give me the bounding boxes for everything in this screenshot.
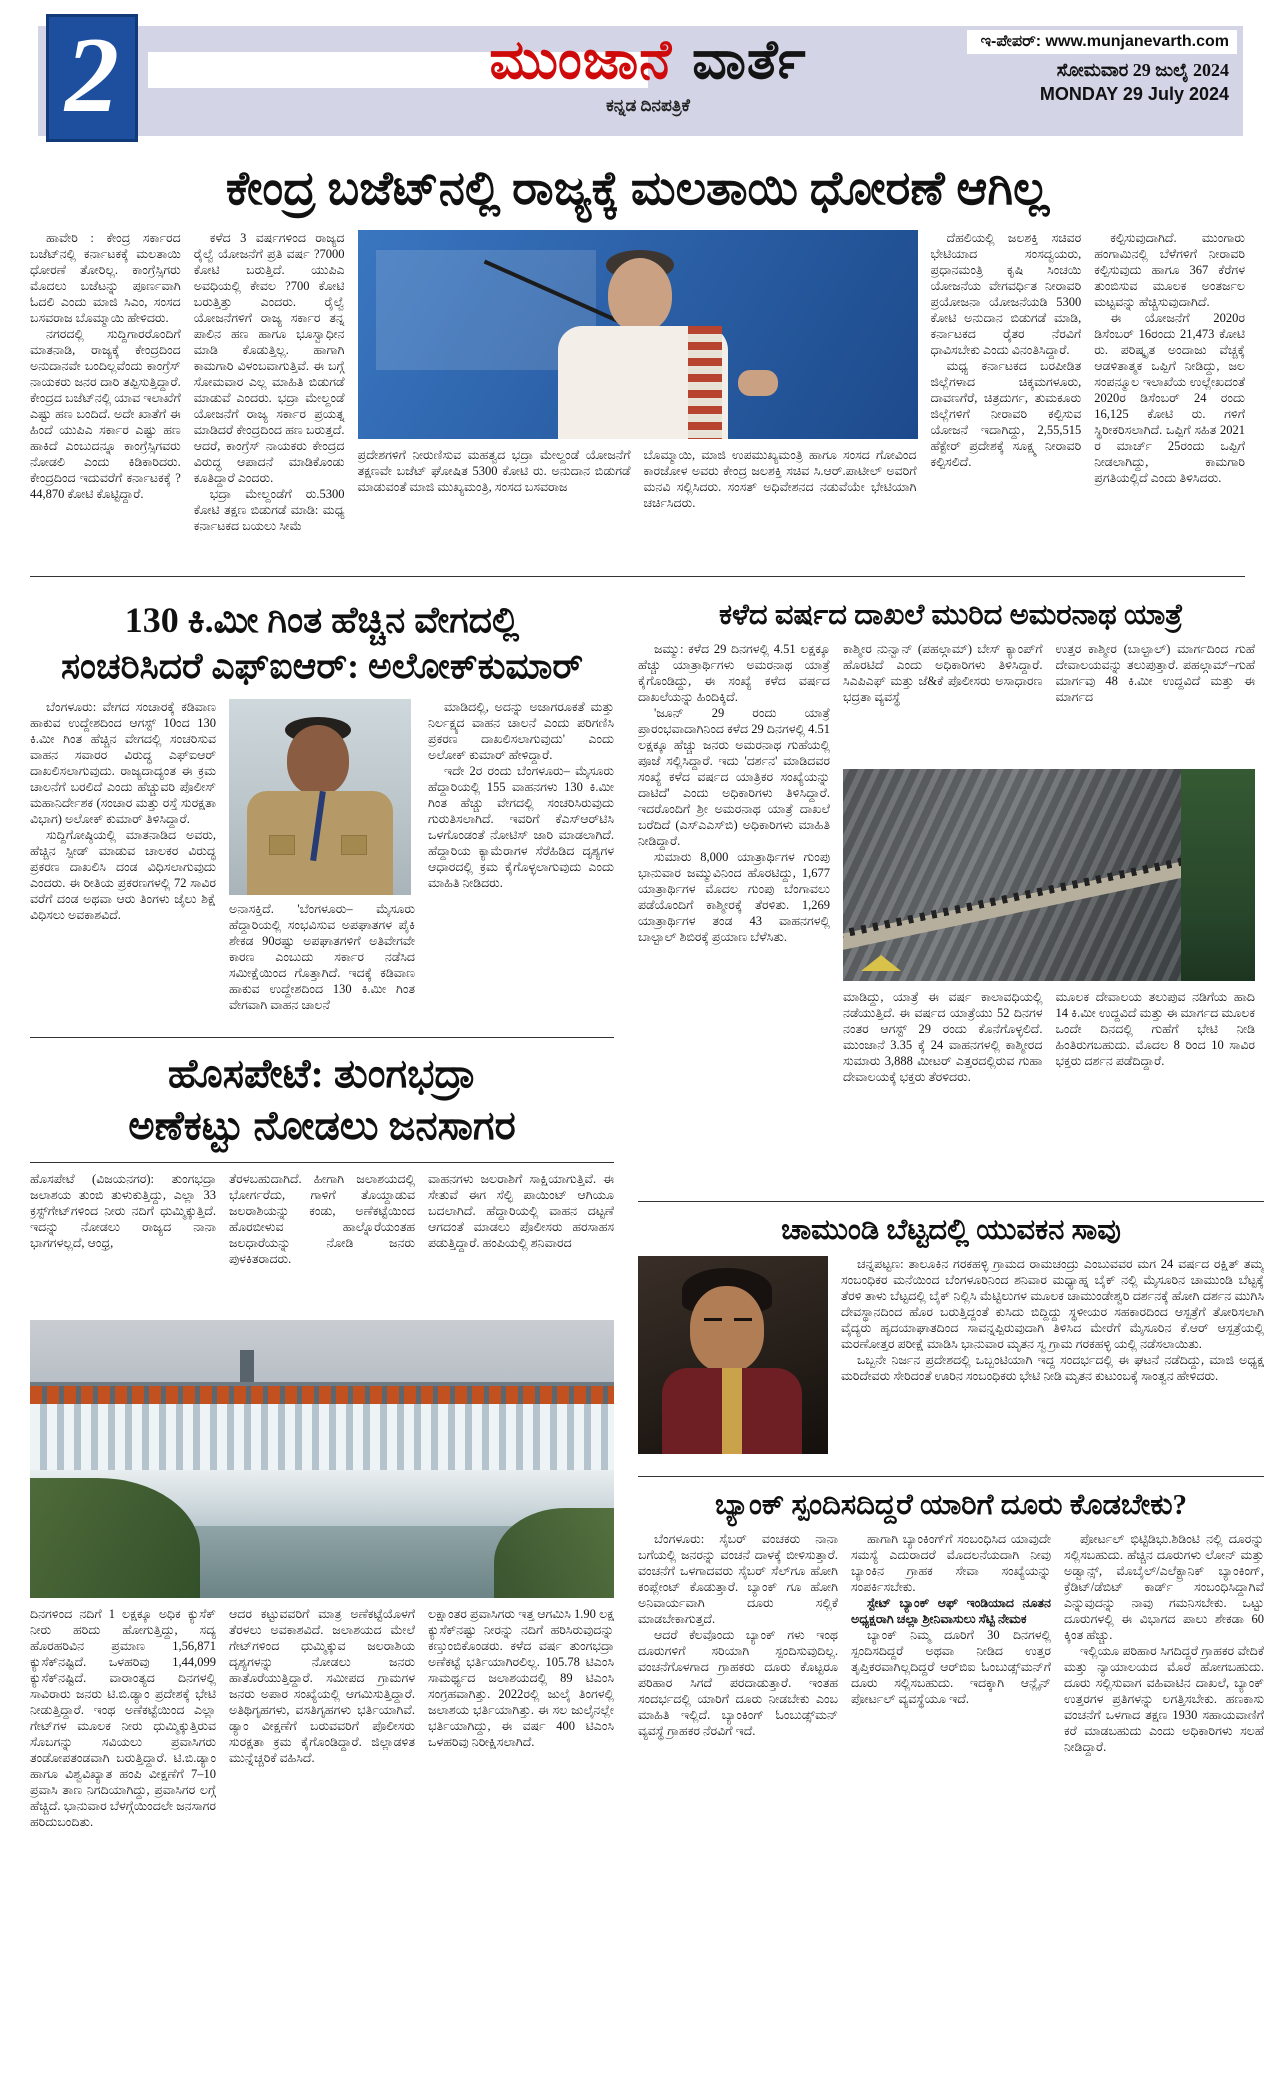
paragraph: ಕಲ್ಪಿಸುವುದಾಗಿದೆ. ಮುಂಗಾರು ಹಂಗಾಮಿನಲ್ಲಿ ಬೆಳೆಗಳಿಗೆ ನೀರಾವರಿ ಕಲ್ಪಿಸುವುದು ಹಾಗೂ 367 ಕೆರೆಗಳ ತುಂಬಿಸುವ ಮೂಲಕ ಅಂತರ್ಜಲ ಮಟ್ಟವನ್ನು ಹೆಚ್ಚಿಸುವುದಾಗಿದೆ. <box>1094 231 1245 309</box>
article-speed-fir <box>30 597 614 1029</box>
article-speed-col1 <box>30 699 216 1029</box>
date-english: MONDAY 29 July 2024 <box>1039 84 1229 104</box>
article-dam-bot2: ಆದರ ಕಟ್ಟುವವರಿಗೆ ಮಾತ್ರ ಅಣೆಕಟ್ಟೆಯೊಳಗೆ ತೆರಳಲು ಅವಕಾಶವಿದೆ. ಜಲಾಶಯದ ಮೇಲೆ ಗೇಟ್‌ಗಳಿಂದ ಧುಮ್ಮಿಕ್ಕುವ ಜಲರಾಶಿಯ ದೃಶ್ಯಗಳನ್ನು ನೋಡಲು ಜನರು ಹಾತೊರೆಯುತ್ತಿದ್ದಾರೆ. ಸಮೀಪದ ಗ್ರಾಮಗಳ ಜನರು ಅಪಾರ ಸಂಖ್ಯೆಯಲ್ಲಿ ಆಗಮಿಸುತ್ತಿದ್ದಾರೆ. ಅತಿಥಿಗೃಹಗಳು, ವಸತಿಗೃಹಗಳು ಭರ್ತಿಯಾಗಿವೆ. ಡ್ಯಾಂ ವೀಕ್ಷಣೆಗೆ ಬರುವವರಿಗೆ ಪೊಲೀಸರು ಸುರಕ್ಷತಾ ಕ್ರಮ ಕೈಗೊಂಡಿದ್ದಾರೆ. ಜಿಲ್ಲಾಡಳಿತ ಮುನ್ನೆಚ್ಚರಿಕೆ ವಹಿಸಿದೆ. <box>229 1607 415 1765</box>
article-budget-headline: ಕೇಂದ್ರ ಬಜೆಟ್‌ನಲ್ಲಿ ರಾಜ್ಯಕ್ಕೆ ಮಲತಾಯಿ ಧೋರಣೆ ಆಗಿಲ್ಲ <box>225 163 1050 215</box>
date-kannada: ಸೋಮವಾರ 29 ಜುಲೈ 2024 <box>1056 60 1229 80</box>
article-budget-col6 <box>1094 230 1245 566</box>
section-divider <box>30 1037 614 1038</box>
paragraph: ಒಬ್ಬನೇ ನಿರ್ಜನ ಪ್ರದೇಶದಲ್ಲಿ ಒಬ್ಬಂಟಿಯಾಗಿ ಇದ್ದ ಸಂದರ್ಭದಲ್ಲಿ ಈ ಘಟನೆ ನಡೆದಿದ್ದು, ಮಾಜಿ ಅಧ್ಯಕ್ಷ ಮರಿದೇವರು ಸೇರಿದಂತೆ ಊರಿನ ಸಂಬಂಧಿಕರು ಭೇಟಿ ನೀಡಿ ಮೃತನ ಕುಟುಂಬಕ್ಕೆ ಸಾಂತ್ವನ ಹೇಳಿದರು. <box>841 1353 1264 1383</box>
article-amarnath-colC: ಉತ್ತರ ಕಾಶ್ಮೀರ (ಬಾಲ್ಟಾಲ್) ಮಾರ್ಗದಿಂದ ಗುಹೆ ದೇವಾಲಯವನ್ನು ತಲುಪುತ್ತಾರೆ. ಪಹಲ್ಗಾಮ್–ಗುಹೆ ಮಾರ್ಗವು 48 ಕಿ.ಮೀ ಉದ್ದವಿದೆ ಮತ್ತು ಈ ಮಾರ್ಗದ <box>1055 642 1255 704</box>
article-dam-top2: ತೆರಳಬಹುದಾಗಿದೆ. ಹೀಗಾಗಿ ಜಲಾಶಯದಲ್ಲಿ ಭೋರ್ಗರೆದು, ಗಾಳಿಗೆ ತೊಯ್ದಾಡುವ ಜಲರಾಶಿಯನ್ನು ಕಂಡು, ಅಣೆಕಟ್ಟೆಯಿಂದ ಹೊರಬೀಳುವ ಹಾಲ್ನೊರೆಯಂತಹ ಜಲಧಾರೆಯನ್ನು ನೋಡಿ ಜನರು ಪುಳಕಿತರಾದರು. <box>229 1172 415 1266</box>
article-speed-col2 <box>229 699 415 1029</box>
article-dam-top1: ಹೊಸಪೇಟೆ (ವಿಜಯನಗರ): ತುಂಗಭದ್ರಾ ಜಲಾಶಯ ತುಂಬಿ ತುಳುಕುತ್ತಿದ್ದು, ಎಲ್ಲಾ 33 ಕ್ರಸ್ಟ್‌ಗೇಟ್‌ಗಳಿಂದ ನೀರು ನದಿಗೆ ಧುಮ್ಮಿಕ್ಕುತ್ತಿದೆ. ಇದನ್ನು ನೋಡಲು ರಾಜ್ಯದ ನಾನಾ ಭಾಗಗಳಲ್ಲದೆ, ಆಂಧ್ರ, <box>30 1172 216 1250</box>
masthead-word-red: ಮುಂಜಾನೆ <box>489 27 673 91</box>
paragraph: ಮಾಡಿದಲ್ಲಿ, ಅದನ್ನು ಅಜಾಗರೂಕತೆ ಮತ್ತು ನಿರ್ಲಕ್ಷ್ಯದ ವಾಹನ ಚಾಲನೆ ಎಂದು ಪರಿಗಣಿಸಿ ಪ್ರಕರಣ ದಾಖಲಿಸಲಾಗುವುದು' ಎಂದು ಅಲೋಕ್ ಕುಮಾರ್ ಹೇಳಿದ್ದಾರೆ. <box>428 700 614 762</box>
section-divider <box>638 1201 1264 1202</box>
paragraph: ಇದೇ 2ರ ರಂದು ಬೆಂಗಳೂರು– ಮೈಸೂರು ಹೆದ್ದಾರಿಯಲ್ಲಿ 155 ವಾಹನಗಳು 130 ಕಿ.ಮೀ ಗಿಂತ ಹೆಚ್ಚು ವೇಗದಲ್ಲಿ ಸಂಚರಿಸಿರುವುದು ಗುರುತಿಸಲಾಗಿದೆ. ಇವರಿಗೆ ಕೆಎಸ್‌ಆರ್‌ಟಿಸಿ ಒಳಗೊಂಡಂತೆ ನೋಟಿಸ್ ಜಾರಿ ಮಾಡಲಾಗಿದೆ. ಹೆದ್ದಾರಿಯ ಕ್ಯಾಮೆರಾಗಳ ಸೆರೆಹಿಡಿದ ದೃಶ್ಯಗಳ ಆಧಾರದಲ್ಲಿ ಕ್ರಮ ಕೈಗೊಳ್ಳಲಾಗುವುದು ಎಂದು ಮಾಹಿತಿ ನೀಡಿದರು. <box>428 764 614 890</box>
masthead-band <box>38 16 1243 136</box>
paragraph: ಸುದ್ದಿಗೋಷ್ಠಿಯಲ್ಲಿ ಮಾತನಾಡಿದ ಅವರು, ಹೆಚ್ಚಿನ ಸ್ಪೀಡ್ ಮಾಡುವ ಚಾಲಕರ ವಿರುದ್ಧ ಪ್ರಕರಣ ದಾಖಲಿಸಿ ದಂಡ ವಿಧಿಸಲಾಗುವುದು ಎಂದರು. ಈ ರೀತಿಯ ಪ್ರಕರಣಗಳಲ್ಲಿ 72 ಸಾವಿರ ವರೆಗೆ ದಂಡ ಅಥವಾ ಆರು ತಿಂಗಳು ಜೈಲು ಶಿಕ್ಷೆ ವಿಧಿಸಲು ಅವಕಾಶವಿದೆ. <box>30 828 216 922</box>
article-bank-col3 <box>1064 1531 1264 2091</box>
dam-crest-gates <box>30 1386 614 1404</box>
uniform-pocket <box>341 835 367 855</box>
paragraph: ಕಳೆದ 3 ವರ್ಷಗಳಿಂದ ರಾಜ್ಯದ ರೈಲ್ವೆ ಯೋಜನೆಗೆ ಪ್ರತಿ ವರ್ಷ ?7000 ಕೋಟಿ ಬರುತ್ತಿದೆ. ಯುಪಿಎ ಅವಧಿಯಲ್ಲಿ ಕೇವಲ ?700 ಕೋಟಿ ಬರುತ್ತಿತ್ತು ಎಂದರು. ರೈಲ್ವೆ ಯೋಜನೆಗಳಿಗೆ ರಾಜ್ಯ ಸರ್ಕಾರ ತನ್ನ ಪಾಲಿನ ಹಣ ಹಾಗೂ ಭೂಸ್ವಾಧೀನ ಮಾಡಿ ಕೊಡುತ್ತಿಲ್ಲ. ಹಾಗಾಗಿ ಕಾಮಗಾರಿ ವಿಳಂಬವಾಗುತ್ತಿವೆ. ಈ ಬಗ್ಗೆ ಸೋಮವಾರ ಎಲ್ಲ ಮಾಹಿತಿ ಬಿಡುಗಡೆ ಮಾಡುವೆ ಎಂದರು. ಭದ್ರಾ ಮೇಲ್ದಂಡೆ ಯೋಜನೆಗೆ ರಾಜ್ಯ ಸರ್ಕಾರ ಪ್ರಯತ್ನ ಮಾಡಿದರೆ ಕೇಂದ್ರದಿಂದ ಹಣ ಬರುತ್ತದೆ. ಆದರೆ, ಕಾಂಗ್ರೆಸ್ ನಾಯಕರು ಕೇಂದ್ರದ ವಿರುದ್ಧ ಆಪಾದನೆ ಮಾಡಿಕೊಂಡು ಕೂತಿದ್ದಾರೆ ಎಂದರು. <box>193 231 345 485</box>
dam-water-jets <box>30 1404 614 1474</box>
paragraph: ಆದರೆ ಕೆಲವೊಂದು ಬ್ಯಾಂಕ್ ಗಳು ಇಂಥ ದೂರುಗಳಿಗೆ ಸರಿಯಾಗಿ ಸ್ಪಂದಿಸುವುದಿಲ್ಲ. ವಂಚನೆಗೊಳಗಾದ ಗ್ರಾಹಕರು ದೂರು ಕೊಟ್ಟರೂ ಪರಿಹಾರ ಸಿಗದೆ ಪರದಾಡುತ್ತಾರೆ. ಇಂತಹ ಸಂದರ್ಭದಲ್ಲಿ ಯಾರಿಗೆ ದೂರು ನೀಡಬೇಕು ಎಂಬ ಮಾಹಿತಿ ಇಲ್ಲಿದೆ. ಬ್ಯಾಂಕಿಂಗ್ ಓಂಬುಡ್ಸ್‌ಮನ್ ವ್ಯವಸ್ಥೆ ಗ್ರಾಹಕರ ನೆರವಿಗೆ ಇದೆ. <box>638 1628 838 1738</box>
paragraph: ಮಧ್ಯ ಕರ್ನಾಟಕದ ಬರಪೀಡಿತ ಜಿಲ್ಲೆಗಳಾದ ಚಿಕ್ಕಮಗಳೂರು, ದಾವಣಗೆರೆ, ಚಿತ್ರದುರ್ಗ, ತುಮಕೂರು ಜಿಲ್ಲೆಗಳಿಗೆ ನೀರಾವರಿ ಕಲ್ಪಿಸುವ ಯೋಜನೆ ಇದಾಗಿದ್ದು, 2,55,515 ಹೆಕ್ಟೇರ್ ಪ್ರದೇಶಕ್ಕೆ ಸೂಕ್ಷ್ಮ ನೀರಾವರಿ ಕಲ್ಪಿಸಲಿದೆ. <box>930 359 1082 469</box>
headline-line1: 130 ಕಿ.ಮೀ ಗಿಂತ ಹೆಚ್ಚಿನ ವೇಗದಲ್ಲಿ <box>124 600 520 640</box>
shirt-gold-trim <box>722 1368 742 1454</box>
article-budget-photo-block <box>358 230 918 566</box>
article-budget-col1 <box>30 230 181 566</box>
youth-eyebrow <box>734 1318 752 1321</box>
person-hand <box>738 370 778 396</box>
paragraph: ಭದ್ರಾ ಮೇಲ್ದಂಡೆಗೆ ರು.5300 ಕೋಟಿ ತಕ್ಷಣ ಬಿಡುಗಡೆ ಮಾಡಿ: ಮಧ್ಯ ಕರ್ನಾಟಕದ ಬಯಲು ಸೀಮೆ <box>193 487 345 533</box>
article-budget-col2 <box>194 230 345 566</box>
article-amarnath-colB: ಕಾಶ್ಮೀರ ನುನ್ವಾನ್ (ಪಹಲ್ಗಾಮ್) ಬೇಸ್ ಕ್ಯಾಂಪ್‌ಗೆ ಹೊರಟಿದೆ ಎಂದು ಅಧಿಕಾರಿಗಳು ತಿಳಿಸಿದ್ದಾರೆ. ಸಿಎಪಿಎಫ್ ಮತ್ತು ಜೆ&ಕೆ ಪೊಲೀಸರು ಅಸಾಧಾರಣ ಭದ್ರತಾ ವ್ಯವಸ್ಥೆ <box>843 642 1043 704</box>
article-chamundi <box>638 1212 1264 1468</box>
headline-line2: ಅಣೆಕಟ್ಟು ನೋಡಲು ಜನಸಾಗರ <box>128 1103 516 1148</box>
article-amarnath-colC2: ಮೂಲಕ ದೇವಾಲಯ ತಲುಪುವ ನಡಿಗೆಯ ಹಾದಿ 14 ಕಿ.ಮೀ ಉದ್ದವಿದೆ ಮತ್ತು ಈ ಮಾರ್ಗದ ಮೂಲಕ ಒಂದೇ ದಿನದಲ್ಲಿ ಗುಹೆಗೆ ಭೇಟಿ ನೀಡಿ ಹಿಂತಿರುಗಬಹುದು. ಮೊದಲ 8 ರಿಂದ 10 ಸಾವಿರ ಭಕ್ತರು ದರ್ಶನ ಪಡೆದಿದ್ದಾರೆ. <box>1055 990 1255 1068</box>
article-budget-col5 <box>931 230 1082 566</box>
masthead-title <box>368 28 928 90</box>
youth-face <box>690 1286 764 1372</box>
paragraph: ಹಾಗಾಗಿ ಬ್ಯಾಂಕಿಂಗ್‌ಗೆ ಸಂಬಂಧಿಸಿದ ಯಾವುದೇ ಸಮಸ್ಯೆ ಎದುರಾದರೆ ಮೊದಲನೆಯದಾಗಿ ನೀವು ಬ್ಯಾಂಕಿನ ಗ್ರಾಹಕ ಸೇವಾ ಸಂಖ್ಯೆಯನ್ನು ಸಂಪರ್ಕಿಸಬೇಕು. <box>851 1532 1051 1594</box>
article-budget <box>30 162 1245 566</box>
photo-caption-right: ಬೊಮ್ಮಾಯಿ, ಮಾಜಿ ಉಪಮುಖ್ಯಮಂತ್ರಿ ಹಾಗೂ ಸಂಸದ ಗೋವಿಂದ ಕಾರಜೋಳ ಅವರು ಕೇಂದ್ರ ಜಲಶಕ್ತಿ ಸಚಿವ ಸಿ.ಆರ್.ಪಾಟೀಲ್ ಅವರಿಗೆ ಮನವಿ ಸಲ್ಲಿಸಿದರು. ಸಂಸತ್ ಅಧಿವೇಶನದ ನಡುವೆಯೇ ಭೇಟಿಯಾಗಿ ಚರ್ಚಿಸಿದರು. <box>643 447 917 510</box>
paragraph: ಸುಮಾರು 8,000 ಯಾತ್ರಾರ್ಥಿಗಳ ಗುಂಪು ಭಾನುವಾರ ಜಮ್ಮುವಿನಿಂದ ಹೊರಟಿದ್ದು, 1,677 ಯಾತ್ರಾರ್ಥಿಗಳ ಮೊದಲ ಗುಂಪು ಬೆಂಗಾವಲು ಪಡೆಯೊಂದಿಗೆ ಕಾಶ್ಮೀರಕ್ಕೆ ತೆರಳಿತು. 1,269 ಯಾತ್ರಾರ್ಥಿಗಳ ತಂಡ 43 ವಾಹನಗಳಲ್ಲಿ ಬಾಲ್ಟಾಲ್ ಶಿಬಿರಕ್ಕೆ ಪ್ರಯಾಣ ಬೆಳೆಸಿತು. <box>638 850 830 944</box>
article-amarnath <box>638 597 1264 1193</box>
masthead <box>368 28 928 116</box>
section-divider <box>638 1476 1264 1477</box>
section-divider <box>30 576 1245 577</box>
person-shawl <box>688 326 722 439</box>
epaper-url[interactable]: ಇ-ಪೇಪರ್: www.munjanevarth.com <box>967 30 1237 54</box>
officer-face <box>287 725 349 795</box>
deceased-youth-portrait-photo <box>638 1256 828 1454</box>
paragraph: ಬ್ಯಾಂಕ್ ನಿಮ್ಮ ದೂರಿಗೆ 30 ದಿನಗಳಲ್ಲಿ ಸ್ಪಂದಿಸದಿದ್ದರೆ ಅಥವಾ ನೀಡಿದ ಉತ್ತರ ತೃಪ್ತಿಕರವಾಗಿಲ್ಲದಿದ್ದರೆ ಆರ್‌ಬಿಐ ಓಂಬುಡ್ಸ್‌ಮನ್‌ಗೆ ದೂರು ಸಲ್ಲಿಸಬಹುದು. ಇದಕ್ಕಾಗಿ ಆನ್ಲೈನ್ ಪೋರ್ಟಲ್ ವ್ಯವಸ್ಥೆಯೂ ಇದೆ. <box>851 1628 1051 1706</box>
paragraph: ಬೆಂಗಳೂರು: ವೇಗದ ಸಂಚಾರಕ್ಕೆ ಕಡಿವಾಣ ಹಾಕುವ ಉದ್ದೇಶದಿಂದ ಆಗಸ್ಟ್ 10ಂದ 130 ಕಿ.ಮೀ ಗಿಂತ ಹೆಚ್ಚಿನ ವೇಗದಲ್ಲಿ ಸಂಚರಿಸುವ ವಾಹನ ಸವಾರರ ವಿರುದ್ಧ ಎಫ್‌ಐಆರ್ ದಾಖಲಿಸಲಾಗುವುದು. ರಾಜ್ಯದಾದ್ಯಂತ ಈ ಕ್ರಮ ಚಾಲನೆಗೆ ಬರಲಿದೆ ಎಂದು ಹೆಚ್ಚುವರಿ ಪೊಲೀಸ್ ಮಹಾನಿರ್ದೇಶಕ (ಸಂಚಾರ ಮತ್ತು ರಸ್ತೆ ಸುರಕ್ಷತಾ ವಿಭಾಗ) ಅಲೋಕ್ ಕುಮಾರ್ ತಿಳಿಸಿದ್ದಾರೆ. <box>30 700 216 826</box>
photo-caption-left: ಪ್ರದೇಶಗಳಿಗೆ ನೀರುಣಿಸುವ ಮಹತ್ವದ ಭದ್ರಾ ಮೇಲ್ದಂಡೆ ಯೋಜನೆಗೆ ತಕ್ಷಣವೇ ಬಜೆಟ್ ಘೋಷಿತ 5300 ಕೋಟಿ ರು. ಅನುದಾನ ಬಿಡುಗಡೆ ಮಾಡುವಂತೆ ಮಾಜಿ ಮುಖ್ಯಮಂತ್ರಿ, ಸಂಸದ ಬಸವರಾಜ <box>357 447 631 494</box>
paragraph: ಜಮ್ಮು: ಕಳೆದ 29 ದಿನಗಳಲ್ಲಿ 4.51 ಲಕ್ಷಕ್ಕೂ ಹೆಚ್ಚು ಯಾತ್ರಾರ್ಥಿಗಳು ಅಮರನಾಥ ಯಾತ್ರೆ ಕೈಗೊಂಡಿದ್ದು, ಈ ಸಂಖ್ಯೆ ಕಳೆದ ವರ್ಷದ ದಾಖಲೆಯನ್ನು ಹಿಂದಿಕ್ಕಿದೆ. <box>638 642 830 704</box>
headline-line1: ಹೊಸಪೇಟೆ: ತುಂಗಭದ್ರಾ <box>167 1051 477 1096</box>
article-bank-headline: ಬ್ಯಾಂಕ್ ಸ್ಪಂದಿಸದಿದ್ದರೆ ಯಾರಿಗೆ ದೂರು ಕೊಡಬೇಕು? <box>714 1489 1188 1521</box>
article-amarnath-headline: ಕಳೆದ ವರ್ಷದ ದಾಖಲೆ ಮುರಿದ ಅಮರನಾಥ ಯಾತ್ರೆ <box>718 599 1184 631</box>
paragraph: ಚನ್ನಪಟ್ಟಣ: ತಾಲೂಕಿನ ಗರಕಹಳ್ಳಿ ಗ್ರಾಮದ ರಾಮಚಂದ್ರು ಎಂಬುವವರ ಮಗ 24 ವರ್ಷದ ರಕ್ಷಿತ್ ತಮ್ಮ ಸಂಬಂಧಿಕರ ಮನೆಯಿಂದ ಬೆಂಗಳೂರಿನಿಂದ ಶನಿವಾರ ಮಧ್ಯಾಹ್ನ ಬೈಕ್ ನಲ್ಲಿ ಮೈಸೂರಿನ ಚಾಮುಂಡಿ ಬೆಟ್ಟಕ್ಕೆ ತೆರಳಿ ತಾಳು ಬೆಟ್ಟದಲ್ಲಿ ಬೈಕ್ ನಿಲ್ಲಿಸಿ ಮೆಟ್ಟಿಲುಗಳ ಮೂಲಕ ಚಾಮುಂಡೇಶ್ವರಿ ದರ್ಶನಕ್ಕೆ ಹೋಗಿ ದರ್ಶನ ಮುಗಿಸಿ ದೇವಸ್ಥಾನದಿಂದ ಹೊರ ಬರುತ್ತಿದ್ದಂತೆ ಕುಸಿದು ಬಿದ್ದಿದ್ದು ಸ್ಥಳೀಯರ ಸಹಕಾರದಿಂದ ಆಸ್ಪತ್ರೆಗೆ ತೋರಿಸಲಾಗಿ ವೈದ್ಯರು ಹೃದಯಾಘಾತದಿಂದ ಸಾವನ್ನಪ್ಪಿರುವುದಾಗಿ ತಿಳಿಸಿದ ಮೇರೆಗೆ ಮೈಸೂರಿನ ಕೆ.ಆರ್ ಆಸ್ಪತ್ರೆಯಲ್ಲಿ ಮರಣೋತ್ತರ ಪರೀಕ್ಷೆ ಮಾಡಿಸಿ ಭಾನುವಾರ ಮೃತನ ಸ್ವ ಗ್ರಾಮ ಗರಕಹಳ್ಳಿ ಯಲ್ಲಿ ನಡೆಸಲಾಯಿತು. <box>841 1257 1264 1351</box>
page-number: 2 <box>46 14 138 142</box>
person-face <box>608 258 672 332</box>
paragraph: 'ಜೂನ್ 29 ರಂದು ಯಾತ್ರೆ ಪ್ರಾರಂಭವಾದಾಗಿನಿಂದ ಕಳೆದ 29 ದಿನಗಳಲ್ಲಿ 4.51 ಲಕ್ಷಕ್ಕೂ ಹೆಚ್ಚು ಜನರು ಅಮರನಾಥ ಗುಹೆಯಲ್ಲಿ ಪೂಜೆ ಸಲ್ಲಿಸಿದ್ದಾರೆ. ಇದು 'ದರ್ಶನ' ಮಾಡಿದವರ ಸಂಖ್ಯೆ ಕಳೆದ ವರ್ಷದ ಯಾತ್ರಿಕರ ಸಂಖ್ಯೆಯನ್ನು ದಾಟಿದೆ' ಎಂದು ಅಧಿಕಾರಿಗಳು ತಿಳಿಸಿದ್ದಾರೆ. ಇದರೊಂದಿಗೆ ಶ್ರೀ ಅಮರನಾಥ ಯಾತ್ರೆ ದಾಖಲೆ ಬರೆದಿದೆ (ಎಸ್‌ಎಎಸ್‌ಬಿ) ಅಧಿಕಾರಿಗಳು ಮಾಹಿತಿ ನೀಡಿದ್ದಾರೆ. <box>638 706 830 848</box>
article-amarnath-colA <box>638 641 830 1193</box>
police-officer-portrait-photo <box>229 699 411 895</box>
paragraph: ಹಾವೇರಿ : ಕೇಂದ್ರ ಸರ್ಕಾರದ ಬಜೆಟ್‌ನಲ್ಲಿ ಕರ್ನಾಟಕಕ್ಕೆ ಮಲತಾಯಿ ಧೋರಣೆ ತೋರಿಲ್ಲ. ಕಾಂಗ್ರೆಸ್ಸಿಗರು ಮೊದಲು ಬಜೆಟನ್ನು ಪೂರ್ಣವಾಗಿ ಓದಲಿ ಎಂದು ಮಾಜಿ ಸಿಎಂ, ಸಂಸದ ಬಸವರಾಜ ಬೊಮ್ಮಾಯಿ ಹೇಳಿದರು. <box>30 231 181 325</box>
article-dam-bot1: ದಿನಗಳಿಂದ ನದಿಗೆ 1 ಲಕ್ಷಕ್ಕೂ ಅಧಿಕ ಕ್ಯುಸೆಕ್ ನೀರು ಹರಿದು ಹೋಗುತ್ತಿದ್ದು, ಸದ್ಯ ಹೊರಹರಿವಿನ ಪ್ರಮಾಣ 1,56,871 ಕ್ಯುಸೆಕ್‌ನಷ್ಟಿದೆ. ಒಳಹರಿವು 1,44,099 ಕ್ಯುಸೆಕ್‌ನಷ್ಟಿದೆ. ವಾರಾಂತ್ಯದ ದಿನಗಳಲ್ಲಿ ಸಾವಿರಾರು ಜನರು ಟಿ.ಬಿ.ಡ್ಯಾಂ ಪ್ರದೇಶಕ್ಕೆ ಭೇಟಿ ನೀಡುತ್ತಿದ್ದಾರೆ. ಇಂಥ ಅಣೆಕಟ್ಟೆಯಿಂದ ಎಲ್ಲಾ ಗೇಟ್‌ಗಳ ಮೂಲಕ ನೀರು ಧುಮ್ಮಿಕ್ಕುತ್ತಿರುವ ಸೊಬಗನ್ನು ಸವಿಯಲು ಪ್ರವಾಸಿಗರು ತಂಡೋಪತಂಡವಾಗಿ ಬರುತ್ತಿದ್ದಾರೆ. ಟಿ.ಬಿ.ಡ್ಯಾಂ ಹಾಗೂ ವಿಶ್ವವಿಖ್ಯಾತ ಹಂಪಿ ವೀಕ್ಷಣೆಗೆ 7–10 ಪ್ರವಾಸಿ ತಾಣ ನಿಗದಿಯಾಗಿದ್ದು, ಪ್ರವಾಸಿಗರ ಲಗ್ಗೆ ಹೆಚ್ಚಿದೆ. ಭಾನುವಾರ ಬೆಳಗ್ಗೆಯಿಂದಲೇ ಜನಸಾಗರ ಹರಿದುಬಂದಿತು. <box>30 1607 216 1829</box>
article-dam <box>30 1048 614 2042</box>
paragraph: ಸ್ಟೇಟ್ ಬ್ಯಾಂಕ್ ಆಫ್ ಇಂಡಿಯಾದ ನೂತನ ಅಧ್ಯಕ್ಷರಾಗಿ ಚಲ್ಲಾ ಶ್ರೀನಿವಾಸುಲು ಸೆಟ್ಟಿ ನೇಮಕ <box>851 1596 1051 1626</box>
paragraph: ಈ ಯೋಜನೆಗೆ 2020ರ ಡಿಸೆಂಬರ್ 16ರಂದು 21,473 ಕೋಟಿ ರು. ಪರಿಷ್ಕೃತ ಅಂದಾಜು ವೆಚ್ಚಕ್ಕೆ ಆಡಳಿತಾತ್ಮಕ ಒಪ್ಪಿಗೆ ನೀಡಿದ್ದು, ಜಲ ಸಂಪನ್ಮೂಲ ಇಲಾಖೆಯ ಉಲ್ಲೇಖದಂತೆ 2020ರ ಡಿಸೆಂಬರ್ 24 ರಂದು 16,125 ಕೋಟಿ ರು. ಗಳಿಗೆ ಸ್ಥಿರೀಕರಿಸಲಾಗಿದೆ. ಒಪ್ಪಿಗೆ ಸಹಿತ 2021 ರ ಮಾರ್ಚ್ 25ರಂದು ಒಪ್ಪಿಗೆ ನೀಡಲಾಗಿದ್ದು, ಕಾಮಗಾರಿ ಪ್ರಗತಿಯಲ್ಲಿದೆ ಎಂದು ತಿಳಿಸಿದರು. <box>1094 311 1245 485</box>
paragraph: ಇಲ್ಲಿಯೂ ಪರಿಹಾರ ಸಿಗದಿದ್ದರೆ ಗ್ರಾಹಕರ ವೇದಿಕೆ ಮತ್ತು ನ್ಯಾಯಾಲಯದ ಮೊರೆ ಹೋಗಬಹುದು. ದೂರು ಸಲ್ಲಿಸುವಾಗ ವಹಿವಾಟಿನ ದಾಖಲೆ, ಬ್ಯಾಂಕ್ ಉತ್ತರಗಳ ಪ್ರತಿಗಳನ್ನು ಲಗತ್ತಿಸಬೇಕು. ಹಣಕಾಸು ವಂಚನೆಗೆ ಒಳಗಾದ ತಕ್ಷಣ 1930 ಸಹಾಯವಾಣಿಗೆ ಕರೆ ಮಾಡಬಹುದು ಎಂದು ಅಧಿಕಾರಿಗಳು ಸಲಹೆ ನೀಡಿದ್ದಾರೆ. <box>1064 1644 1264 1754</box>
paragraph: ದೆಹಲಿಯಲ್ಲಿ ಜಲಶಕ್ತಿ ಸಚಿವರ ಭೇಟಿಯಾದ ಸಂಸದ್ವಯರು, ಪ್ರಧಾನಮಂತ್ರಿ ಕೃಷಿ ಸಿಂಚಯಿ ಯೋಜನೆಯ ವೇಗವರ್ಧಿತ ನೀರಾವರಿ ಪ್ರಯೋಜನಾ ಯೋಜನೆಯಡಿ 5300 ಕೋಟಿ ಅನುದಾನ ಬಿಡುಗಡೆ ಮಾಡಿ, ಕರ್ನಾಟಕದ ರೈತರ ನೆರವಿಗೆ ಧಾವಿಸಬೇಕು ಎಂದು ವಿನಂತಿಸಿದ್ದಾರೆ. <box>930 231 1082 357</box>
article-speed-col3 <box>428 699 614 1029</box>
article-chamundi-body <box>841 1256 1264 1468</box>
article-bank-col1 <box>638 1531 838 2091</box>
uniform-pocket <box>269 835 295 855</box>
article-amarnath-colB2: ಮಾಡಿದ್ದು, ಯಾತ್ರೆ ಈ ವರ್ಷ ಕಾಲಾವಧಿಯಲ್ಲಿ ನಡೆಯುತ್ತಿದೆ. ಈ ವರ್ಷದ ಯಾತ್ರೆಯು 52 ದಿನಗಳ ನಂತರ ಆಗಸ್ಟ್ 29 ರಂದು ಕೊನೆಗೊಳ್ಳಲಿದೆ. ಮುಂಜಾನೆ 3.35 ಕ್ಕೆ 24 ವಾಹನಗಳಲ್ಲಿ ಕಾಶ್ಮೀರದ ಸುಮಾರು 3,888 ಮೀಟರ್ ಎತ್ತರದಲ್ಲಿರುವ ಗುಹಾ ದೇವಾಲಯಕ್ಕೆ ಭಕ್ತರು ತೆರಳಿದರು. <box>843 990 1043 1084</box>
masthead-tagline: ಕನ್ನಡ ದಿನಪತ್ರಿಕೆ <box>606 96 690 115</box>
article-bank-col2 <box>851 1531 1051 2091</box>
paragraph: ಪೋರ್ಟಲ್ ಭಿಟ್ಟಿಡಿಭು.ಶಿಡಿಂಟಿ ನಲ್ಲಿ ದೂರನ್ನು ಸಲ್ಲಿಸಬಹುದು. ಹೆಚ್ಚಿನ ದೂರುಗಳು ಲೋನ್ ಮತ್ತು ಅಡ್ವಾನ್ಸ್, ಮೊಬೈಲ್/ಎಲೆಕ್ಟ್ರಾನಿಕ್ ಬ್ಯಾಂಕಿಂಗ್, ಕ್ರೆಡಿಟ್/ಡೆಬಿಟ್ ಕಾರ್ಡ್ ಸಂಬಂಧಿಸಿದ್ದಾಗಿವೆ ಎನ್ನುವುದನ್ನು ನಾವು ಗಮನಿಸಬೇಕು. ಒಟ್ಟು ದೂರುಗಳಲ್ಲಿ ಈ ವಿಭಾಗದ ಪಾಲು ಶೇಕಡಾ 60 ಕ್ಕಿಂತ ಹೆಚ್ಚು. <box>1064 1532 1264 1642</box>
article-bank <box>638 1487 1264 2091</box>
masthead-word-black: ವಾರ್ತೆ <box>692 27 807 91</box>
article-chamundi-headline: ಚಾಮುಂಡಿ ಬೆಟ್ಟದಲ್ಲಿ ಯುವಕನ ಸಾವು <box>781 1214 1121 1246</box>
article-dam-top3: ವಾಹನಗಳು ಜಲರಾಶಿಗೆ ಸಾಕ್ಷಿಯಾಗುತ್ತಿವೆ. ಈ ಸೇತುವೆ ಈಗ ಸೆಲ್ಫಿ ಪಾಯಿಂಟ್ ಆಗಿಯೂ ಬದಲಾಗಿದೆ. ಹೆದ್ದಾರಿಯಲ್ಲಿ ವಾಹನ ದಟ್ಟಣೆ ಆಗದಂತೆ ಮಾಡಲು ಪೊಲೀಸರು ಹರಸಾಹಸ ಪಡುತ್ತಿದ್ದಾರೆ. ಹಂಪಿಯಲ್ಲಿ ಶನಿವಾರದ <box>428 1172 614 1250</box>
amarnath-mountain-trail-photo <box>843 769 1255 981</box>
article-dam-bot3: ಲಕ್ಷಾಂತರ ಪ್ರವಾಸಿಗರು ಇತ್ತ ಆಗಮಿಸಿ 1.90 ಲಕ್ಷ ಕ್ಯುಸೆಕ್‌ನಷ್ಟು ನೀರನ್ನು ನದಿಗೆ ಹರಿಸಿರುವುದನ್ನು ಕಣ್ತುಂಬಿಕೊಂಡರು. ಕಳೆದ ವರ್ಷ ತುಂಗಭದ್ರಾ ಅಣೆಕಟ್ಟೆ ಭರ್ತಿಯಾಗಿರಲಿಲ್ಲ. 105.78 ಟಿಎಂಸಿ ಸಾಮರ್ಥ್ಯದ ಜಲಾಶಯದಲ್ಲಿ 89 ಟಿಎಂಸಿ ಸಂಗ್ರಹವಾಗಿತ್ತು. 2022ರಲ್ಲಿ ಜುಲೈ ತಿಂಗಳಲ್ಲಿ ಜಲಾಶಯ ಭರ್ತಿಯಾಗಿತ್ತು. ಈ ಸಲ ಜುಲೈನಲ್ಲೇ ಭರ್ತಿಯಾಗಿದ್ದು, ಈ ವರ್ಷ 400 ಟಿಎಂಸಿ ಒಳಹರಿವು ನಿರೀಕ್ಷಿಸಲಾಗಿದೆ. <box>428 1607 614 1749</box>
article-amarnath-right <box>843 641 1255 1193</box>
pine-trees <box>1181 769 1255 981</box>
youth-eyebrow <box>704 1318 722 1321</box>
masthead-right <box>907 30 1237 105</box>
paragraph: ಬೆಂಗಳೂರು: ಸೈಬರ್ ವಂಚಕರು ನಾನಾ ಬಗೆಯಲ್ಲಿ ಜನರನ್ನು ವಂಚನೆ ದಾಳಕ್ಕೆ ಬೀಳಿಸುತ್ತಾರೆ. ವಂಚನೆಗೆ ಒಳಗಾದವರು ಸೈಬರ್ ಸೆಲ್‌ಗೂ ಹೋಗಿ ಕಂಪ್ಲೇಂಟ್ ಕೊಡುತ್ತಾರೆ. ಬ್ಯಾಂಕ್ ಗೂ ಹೋಗಿ ಅನಿವಾರ್ಯವಾಗಿ ದೂರು ಸಲ್ಲಿಕೆ ಮಾಡಬೇಕಾಗುತ್ತದೆ. <box>638 1532 838 1626</box>
paragraph: ನಗರದಲ್ಲಿ ಸುದ್ದಿಗಾರರೊಂದಿಗೆ ಮಾತನಾಡಿ, ರಾಜ್ಯಕ್ಕೆ ಕೇಂದ್ರದಿಂದ ಅನುದಾನವೇ ಬಂದಿಲ್ಲವೆಂದು ಕಾಂಗ್ರೆಸ್ ನಾಯಕರು ಜನರ ದಾರಿ ತಪ್ಪಿಸುತ್ತಿದ್ದಾರೆ. ಕೇಂದ್ರದ ಬಜೆಟ್‌ನಲ್ಲಿ ಯಾವ ಇಲಾಖೆಗೆ ಎಷ್ಟು ಹಣ ಬಂದಿದೆ. ಅದೇ ಖಾತೆಗೆ ಈ ಹಿಂದೆ ಯುಪಿಎ ಸರ್ಕಾರ ಎಷ್ಟು ಹಣ ಹಾಕಿದೆ ಎಂಬುದನ್ನೂ ಕಾಂಗ್ರೆಸ್ಸಿಗವರು ನೋಡಲಿ ಎಂದು ಕಿಡಿಕಾರಿದರು. ಕೇಂದ್ರದಿಂದ ಇದುವರೆಗೆ ಕರ್ನಾಟಕಕ್ಕೆ ?44,870 ಕೋಟಿ ಕೊಟ್ಟಿದ್ದಾರೆ. <box>30 327 181 501</box>
article-dam-headline <box>30 1048 614 1152</box>
headline-line2: ಸಂಚರಿಸಿದರೆ ಎಫ್‌ಐಆರ್: ಅಲೋಕ್‌ಕುಮಾರ್ <box>60 646 584 686</box>
article-speed-col2-text: ಅನಾಸಕ್ತಿದೆ. 'ಬೆಂಗಳೂರು– ಮೈಸೂರು ಹೆದ್ದಾರಿಯಲ್ಲಿ ಸಂಭವಿಸುವ ಅಪಘಾತಗಳ ಪೈಕಿ ಶೇಕಡ 90ರಷ್ಟು ಅಪಘಾತಗಳಿಗೆ ಅತಿವೇಗವೇ ಕಾರಣ ಎಂಬುದು ಸರ್ಕಾರ ನಡೆಸಿದ ಸಮೀಕ್ಷೆಯಿಂದ ಗೊತ್ತಾಗಿದೆ. ಇದಕ್ಕೆ ಕಡಿವಾಣ ಹಾಕುವ ಉದ್ದೇಶದಿಂದ 130 ಕಿ.ಮೀ ಗಿಂತ ವೇಗವಾಗಿ ವಾಹನ ಚಾಲನೆ <box>229 902 415 1012</box>
politician-press-meet-photo <box>358 230 918 439</box>
article-speed-headline <box>30 597 614 689</box>
tungabhadra-dam-photo <box>30 1320 614 1598</box>
